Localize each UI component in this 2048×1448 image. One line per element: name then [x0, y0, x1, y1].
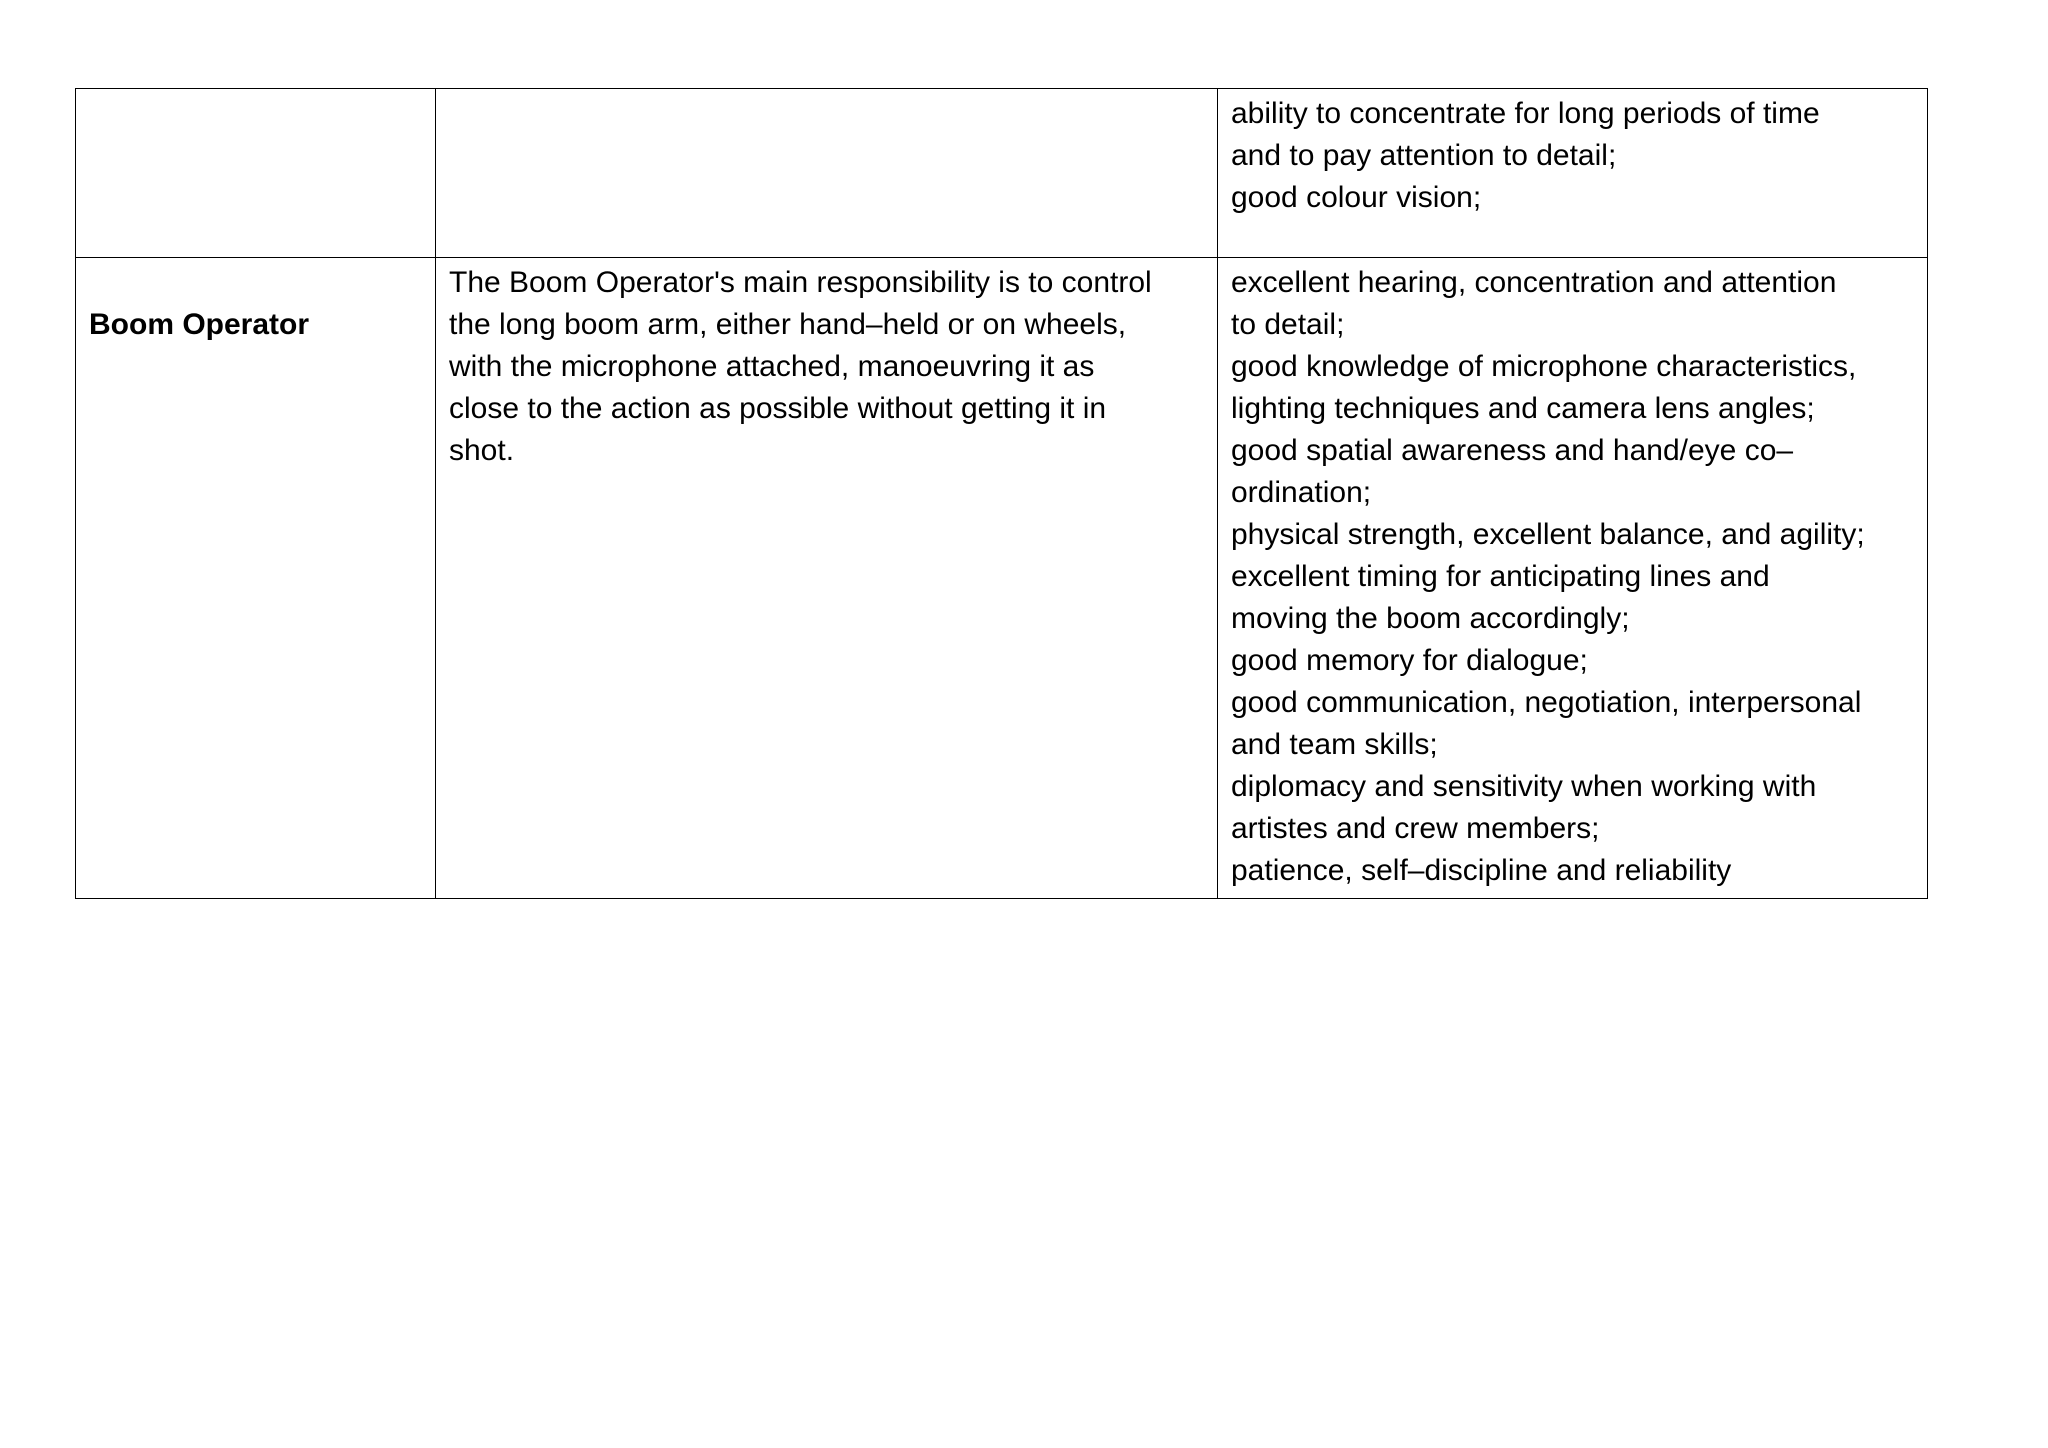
skills-line: and to pay attention to detail;	[1231, 139, 1617, 172]
table-row	[76, 89, 1928, 258]
skills-line: artistes and crew members;	[1231, 812, 1600, 845]
skills-line: moving the boom accordingly;	[1231, 602, 1630, 635]
skills-line: good communication, negotiation, interpersonal	[1231, 686, 1862, 719]
skills-line: good colour vision;	[1231, 181, 1482, 214]
role-cell	[76, 89, 436, 258]
skills-line: ability to concentrate for long periods of time	[1231, 97, 1820, 130]
skills-line: lighting techniques and camera lens angles;	[1231, 392, 1815, 425]
description-line: shot.	[449, 434, 515, 467]
description-line: The Boom Operator's main responsibility is to control	[449, 266, 1152, 299]
skills-line: and team skills;	[1231, 728, 1438, 761]
skills-line: physical strength, excellent balance, and agility;	[1231, 518, 1865, 551]
description-line: with the microphone attached, manoeuvring it as	[449, 350, 1095, 383]
skills-line: diplomacy and sensitivity when working with	[1231, 770, 1817, 803]
skills-line: good knowledge of microphone characteristics,	[1231, 350, 1857, 383]
role-cell	[76, 258, 436, 899]
skills-cell	[1218, 258, 1928, 899]
skills-line: patience, self–discipline and reliability	[1231, 854, 1732, 887]
description-line: the long boom arm, either hand–held or on wheels,	[449, 308, 1127, 341]
skills-line: to detail;	[1231, 308, 1345, 341]
skills-line: ordination;	[1231, 476, 1372, 509]
skills-line: good spatial awareness and hand/eye co–	[1231, 434, 1794, 467]
description-line: close to the action as possible without getting it in	[449, 392, 1107, 425]
skills-line: excellent timing for anticipating lines and	[1231, 560, 1770, 593]
skills-line: good memory for dialogue;	[1231, 644, 1588, 677]
description-cell	[436, 89, 1218, 258]
table-row	[76, 258, 1928, 899]
skills-cell	[1218, 89, 1928, 258]
role-name: Boom Operator	[89, 308, 310, 341]
job-roles-table	[75, 88, 1928, 899]
description-cell	[436, 258, 1218, 899]
skills-line: excellent hearing, concentration and attention	[1231, 266, 1837, 299]
